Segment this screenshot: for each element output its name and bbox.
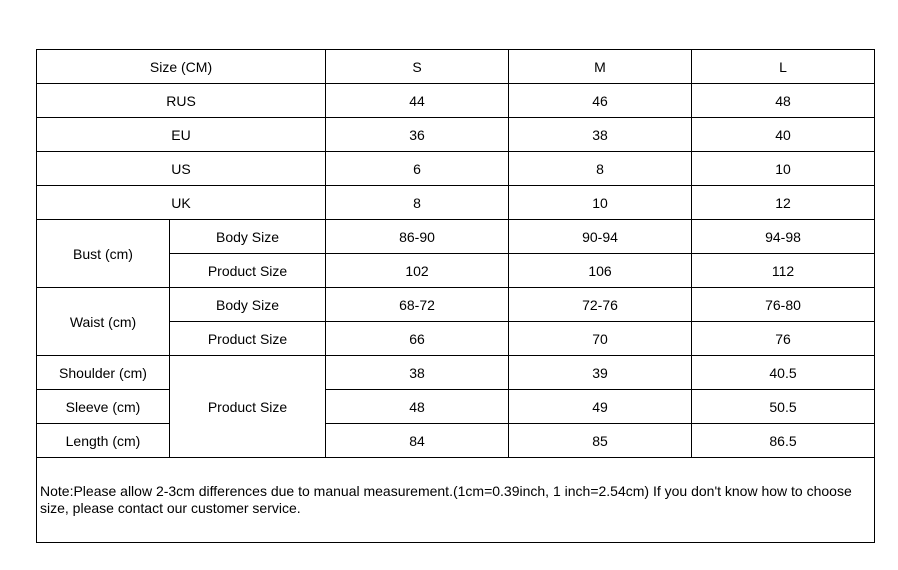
cell-value: 66 [326,322,509,356]
table-row-waist-body [37,288,875,322]
cell-value: 50.5 [692,390,875,424]
table-row-shoulder [37,356,875,390]
cell-value: 94-98 [692,220,875,254]
table-row-eu [37,118,875,152]
row-label: US [37,152,326,186]
cell-value: 12 [692,186,875,220]
cell-value: 8 [509,152,692,186]
cell-value: 48 [326,390,509,424]
row-label: Shoulder (cm) [37,356,170,390]
cell-value: 86-90 [326,220,509,254]
table-row-length [37,424,875,458]
cell-value: 85 [509,424,692,458]
size-header-label: Size (CM) [37,50,326,84]
table-row-rus [37,84,875,118]
size-header-s: S [326,50,509,84]
cell-value: 86.5 [692,424,875,458]
table-row-note [37,458,875,543]
size-chart-table [36,49,875,543]
waist-label: Waist (cm) [37,288,170,356]
sub-label: Body Size [170,220,326,254]
cell-value: 68-72 [326,288,509,322]
row-label: Length (cm) [37,424,170,458]
cell-value: 40.5 [692,356,875,390]
table-row-bust-body [37,220,875,254]
cell-value: 38 [326,356,509,390]
cell-value: 102 [326,254,509,288]
table-row-sleeve [37,390,875,424]
cell-value: 112 [692,254,875,288]
table-row-header [37,50,875,84]
cell-value: 46 [509,84,692,118]
cell-value: 49 [509,390,692,424]
cell-value: 6 [326,152,509,186]
row-label: RUS [37,84,326,118]
row-label: UK [37,186,326,220]
cell-value: 8 [326,186,509,220]
product-size-label: Product Size [170,356,326,458]
size-header-l: L [692,50,875,84]
cell-value: 48 [692,84,875,118]
cell-value: 76-80 [692,288,875,322]
row-label: EU [37,118,326,152]
table-row-uk [37,186,875,220]
note-text: Note:Please allow 2-3cm differences due to manual measurement.(1cm=0.39inch, 1 inch=2.54cm) If you don't know how to choose size, please contact our customer service. [37,458,875,543]
sub-label: Product Size [170,254,326,288]
cell-value: 70 [509,322,692,356]
cell-value: 39 [509,356,692,390]
cell-value: 90-94 [509,220,692,254]
cell-value: 36 [326,118,509,152]
cell-value: 72-76 [509,288,692,322]
cell-value: 40 [692,118,875,152]
row-label: Sleeve (cm) [37,390,170,424]
sub-label: Body Size [170,288,326,322]
table-row-us [37,152,875,186]
cell-value: 106 [509,254,692,288]
size-header-m: M [509,50,692,84]
cell-value: 44 [326,84,509,118]
cell-value: 84 [326,424,509,458]
cell-value: 10 [509,186,692,220]
cell-value: 76 [692,322,875,356]
cell-value: 10 [692,152,875,186]
cell-value: 38 [509,118,692,152]
sub-label: Product Size [170,322,326,356]
bust-label: Bust (cm) [37,220,170,288]
